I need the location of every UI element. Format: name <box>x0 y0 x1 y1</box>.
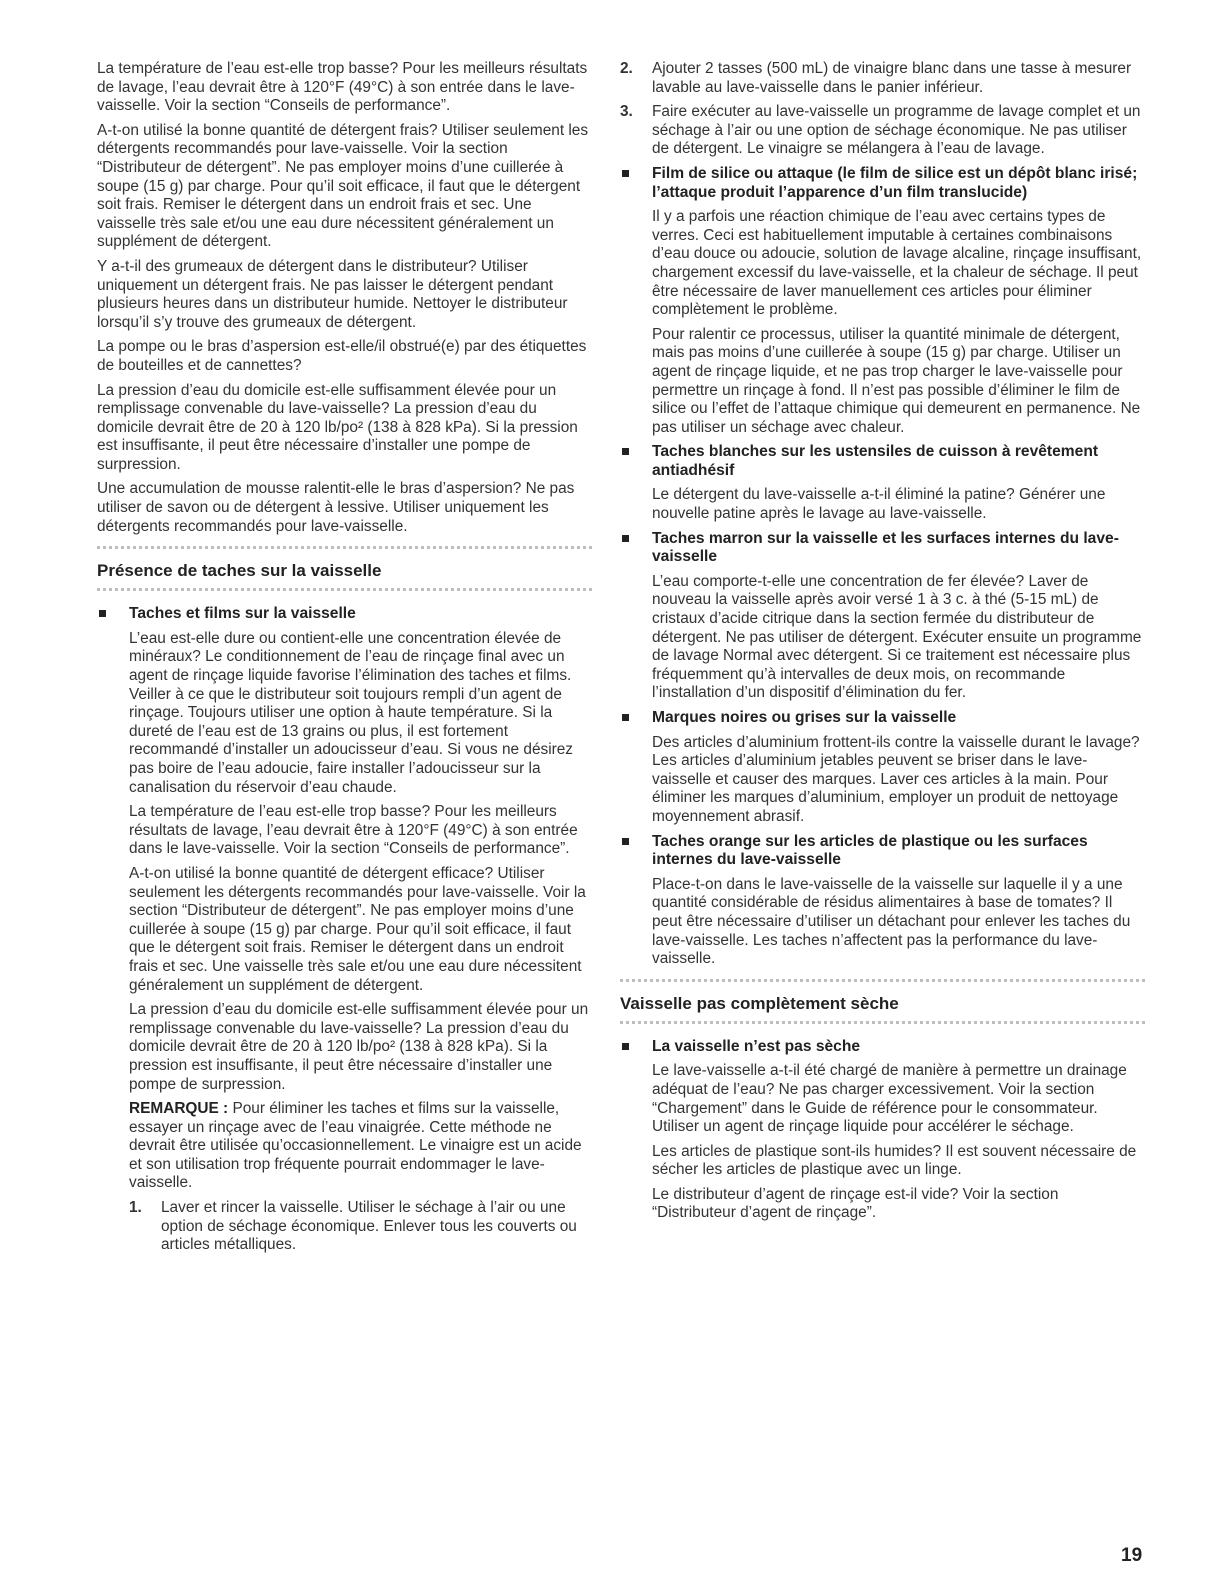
bullet-body <box>620 208 1145 437</box>
note-paragraph <box>129 1100 592 1193</box>
body-paragraph: La température de l’eau est-elle trop basse? Pour les meilleurs résultats de lavage, l’eau devrait être à 120°F (49°C) à son entrée dans le lave-vaisselle. Voir la section “Conseils de performance”. <box>129 803 578 858</box>
body-paragraph: Le lave-vaisselle a-t-il été chargé de manière à permettre un drainage adéquat de l’eau? Ne pas charger excessivement. Voir la section “Chargement” dans le Guide de référence pour le consommateur. Utiliser un agent de rinçage liquide pour accélérer le séchage. <box>652 1062 1127 1136</box>
body-paragraph: La pression d’eau du domicile est-elle suffisamment élevée pour un remplissage convenable du lave-vaisselle? La pression d’eau du domicile devrait être de 20 à 120 lb/po² (138 à 828 kPa). Si la pression est insuffisante, il peut être nécessaire d’installer une pompe de surpression. <box>129 1001 589 1093</box>
note-text: Pour éliminer les taches et films sur la vaisselle, essayer un rinçage avec de l’eau vinaigrée. Cette méthode ne devrait être utilisée qu’occasionnellement. Le vinaigre est un acide et son utilisation trop fréquente pourrait endommager le lave-vaisselle. <box>129 1100 582 1192</box>
bullet-heading-black-marks: Marques noires ou grises sur la vaisselle <box>620 709 1145 728</box>
intro-paragraph: La température de l’eau est-elle trop basse? Pour les meilleurs résultats de lavage, l’eau devrait être à 120°F (49°C) à son entrée dans le lave-vaisselle. Voir la section “Conseils de performance”. <box>97 60 588 115</box>
body-paragraph: Des articles d’aluminium frottent-ils contre la vaisselle durant le lavage? Les articles d’aluminium jetables peuvent se briser dans le lave-vaisselle et causer des marques. Laver ces articles à la main. Pour éliminer les marques d’aluminium, employer un produit de nettoyage moyennement abrasif. <box>652 733 1140 825</box>
bullet-heading-brown-stains: Taches marron sur la vaisselle et les surfaces internes du lave-vaisselle <box>620 530 1145 567</box>
intro-paragraph: La pression d’eau du domicile est-elle suffisamment élevée pour un remplissage convenable du lave-vaisselle? La pression d’eau du domicile devrait être de 20 à 120 lb/po² (138 à 828 kPa). Si la pression est insuffisante, il peut être nécessaire d’installer une pompe de surpression. <box>97 381 578 473</box>
step-text: Laver et rincer la vaisselle. Utiliser le séchage à l’air ou une option de séchage économique. Enlever tous les couverts ou articles métalliques. <box>161 1199 577 1254</box>
body-paragraph: Pour ralentir ce processus, utiliser la quantité minimale de détergent, mais pas moins d’une cuillerée à soupe (15 g) par charge. Utiliser un agent de rinçage liquide, et ne pas trop charger le lave-vaisselle pour permettre un rinçage à fond. Il n’est pas possible d’éliminer le film de silice ou l’effet de l’attaque chimique qui demeurent en permanence. Ne pas utiliser un séchage avec chaleur. <box>652 325 1141 436</box>
section-heading-text: Présence de taches sur la vaisselle <box>97 561 382 581</box>
bullet-body <box>620 1062 1145 1223</box>
body-paragraph: Le détergent du lave-vaisselle a-t-il éliminé la patine? Générer une nouvelle patine après le lavage au lave-vaisselle. <box>652 486 1106 523</box>
numbered-step <box>620 60 1145 97</box>
body-paragraph: Il y a parfois une réaction chimique de l’eau avec certains types de verres. Ceci est habituellement imputable à certaines combinaisons d’eau douce ou adoucie, solution de lavage alcaline, rinçage insuffisant, chargement excessif du lave-vaisselle, et la chaleur de séchage. Il peut être nécessaire de laver manuellement ces articles pour éliminer complètement le problème. <box>652 208 1142 319</box>
body-paragraph: Le distributeur d’agent de rinçage est-il vide? Voir la section “Distributeur d’agent de rinçage”. <box>652 1185 1059 1222</box>
right-column <box>620 60 1145 1229</box>
body-paragraph: L’eau est-elle dure ou contient-elle une concentration élevée de minéraux? Le conditionnement de l’eau de rinçage final avec un agent de rinçage liquide favorise l’élimination des taches et films. Veiller à ce que le distributeur soit toujours rempli d’un agent de rinçage. Toujours utiliser une option à haute température. Si la dureté de l’eau est de 13 grains ou plus, il est fortement recommandé d’installer un adoucisseur d’eau. Si vous ne désirez pas boire de l’eau adoucie, faire installer l’adoucisseur sur la canalisation du réservoir d’eau chaude. <box>129 629 574 796</box>
step-number: 2. <box>620 60 633 77</box>
bullet-body <box>620 734 1145 827</box>
bullet-heading-dishes-not-dry: La vaisselle n’est pas sèche <box>620 1038 1145 1057</box>
bullet-heading-spots-films: Taches et films sur la vaisselle <box>97 605 592 624</box>
bullet-body <box>620 876 1145 969</box>
step-number: 1. <box>129 1199 142 1217</box>
step-number: 3. <box>620 103 633 121</box>
numbered-step <box>129 1199 592 1255</box>
page-number: 19 <box>1121 1545 1143 1566</box>
intro-paragraph: Y a-t-il des grumeaux de détergent dans le distributeur? Utiliser uniquement un détergent frais. Ne pas laisser le détergent pendant plusieurs heures dans un distributeur humide. Nettoyer le distributeur lorsqu’il s’y trouve des grumeaux de détergent. <box>97 257 568 331</box>
left-column <box>97 60 592 1261</box>
bullet-heading-silica: Film de silice ou attaque (le film de silice est un dépôt blanc irisé; l’attaque produit l’apparence d’un film translucide) <box>620 165 1145 202</box>
intro-paragraph: A-t-on utilisé la bonne quantité de détergent frais? Utiliser seulement les détergents recommandés pour lave-vaisselle. Voir la section “Distributeur de détergent”. Ne pas employer moins d’une cuillerée à soupe (15 g) par charge. Pour qu’il soit efficace, il faut que le détergent soit frais. Remiser le détergent dans un endroit frais et sec. Une vaisselle très sale et/ou une eau dure nécessitent généralement un supplément de détergent. <box>97 121 589 251</box>
bullet-heading-orange-stains: Taches orange sur les articles de plastique ou les surfaces internes du lave-vaisselle <box>620 833 1145 870</box>
intro-paragraph: Une accumulation de mousse ralentit-elle le bras d’aspersion? Ne pas utiliser de savon ou de détergent à lessive. Utiliser uniquement les détergents recommandés pour lave-vaisselle. <box>97 480 575 535</box>
bullet-heading-white-spots: Taches blanches sur les ustensiles de cuisson à revêtement antiadhésif <box>620 443 1145 480</box>
bullet-body <box>620 486 1145 523</box>
bullet-body <box>97 630 592 1255</box>
bullet-body <box>620 573 1145 703</box>
body-paragraph: L’eau comporte-t-elle une concentration de fer élevée? Laver de nouveau la vaisselle après avoir versé 1 à 3 c. à thé (5-15 mL) de cristaux d’acide citrique dans la section fermée du distributeur de détergent. Ne pas utiliser de détergent. Exécuter ensuite un programme de lavage Normal avec détergent. Si ce traitement est nécessaire plus fréquemment qu’à intervalles de deux mois, on recommande l’installation d’un dispositif d’élimination du fer. <box>652 572 1142 702</box>
body-paragraph: Place-t-on dans le lave-vaisselle de la vaisselle sur laquelle il y a une quantité considérable de résidus alimentaires à base de tomates? Il peut être nécessaire d’utiliser un détachant pour enlever les taches du lave-vaisselle. Les taches n’affectent pas la performance du lave-vaisselle. <box>652 875 1131 968</box>
section-heading-text: Vaisselle pas complètement sèche <box>620 993 899 1013</box>
body-paragraph: Les articles de plastique sont-ils humides? Il est souvent nécessaire de sécher les articles de plastique avec un linge. <box>652 1142 1137 1179</box>
intro-paragraph: La pompe ou le bras d’aspersion est-elle/il obstrué(e) par des étiquettes de bouteilles et de cannettes? <box>97 338 587 374</box>
section-heading-spots <box>97 546 592 591</box>
step-text: Faire exécuter au lave-vaisselle un programme de lavage complet et un séchage à l’air ou une option de séchage économique. Ne pas utiliser de détergent. Le vinaigre se mélangera à l’eau de lavage. <box>652 103 1141 158</box>
section-heading-not-dry <box>620 979 1145 1024</box>
numbered-step <box>620 103 1145 159</box>
body-paragraph: A-t-on utilisé la bonne quantité de détergent efficace? Utiliser seulement les détergents recommandés pour lave-vaisselle. Voir la section “Distributeur de détergent”. Ne pas employer moins d’une cuillerée à soupe (15 g) par charge. Pour qu’il soit efficace, il faut que le détergent soit frais. Remiser le détergent dans un endroit frais et sec. Une vaisselle très sale et/ou une eau dure nécessitent généralement un supplément de détergent. <box>129 864 586 994</box>
step-text: Ajouter 2 tasses (500 mL) de vinaigre blanc dans une tasse à mesurer lavable au lave-vaisselle dans le panier inférieur. <box>652 60 1132 96</box>
note-label: REMARQUE : <box>129 1100 229 1118</box>
